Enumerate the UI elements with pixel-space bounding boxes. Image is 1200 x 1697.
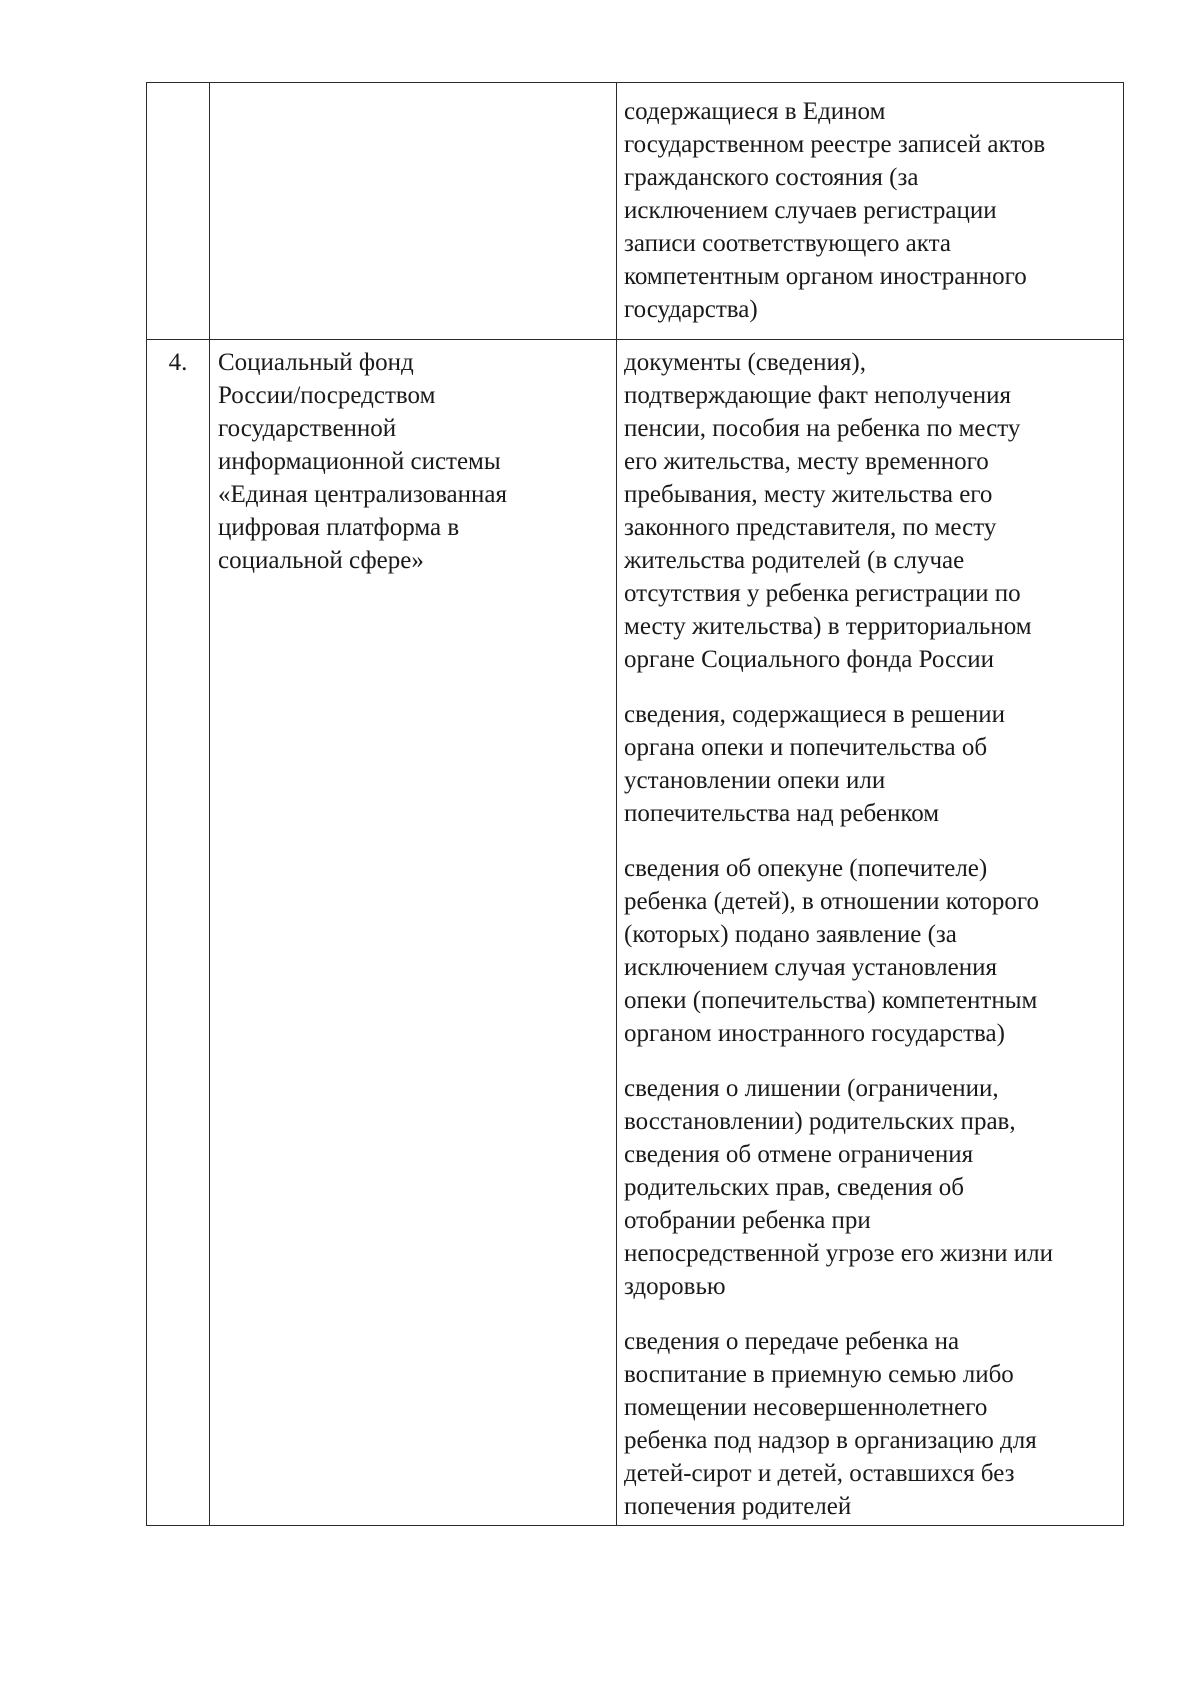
table-row <box>147 340 1124 1526</box>
row-number-cell: 4. <box>147 340 210 1526</box>
organization-text <box>210 83 616 89</box>
document-item: сведения, содержащиеся в решении органа опеки и попечительства об установлении опеки или попечительства над ребенком <box>624 701 1005 827</box>
documents-table <box>146 82 1124 1526</box>
document-item: сведения о передаче ребенка на воспитание в приемную семью либо помещении несовершеннолетнего ребенка под надзор в организацию для детей-сирот и детей, оставшихся без попечения родителей <box>624 1328 1037 1520</box>
document-item: содержащиеся в Едином государственном реестре записей актов гражданского состояния (за исключением случаев регистрации записи соответствующего акта компетентным органом иностранного государства) <box>624 98 1046 323</box>
row-number-cell <box>147 83 210 340</box>
organization-cell <box>210 340 617 1526</box>
table-row <box>147 83 1124 340</box>
document-item: документы (сведения), подтверждающие факт неполучения пенсии, пособия на ребенка по месту его жительства, месту временного пребывания, месту жительства его законного представителя, по месту жительства родителей (в случае отсутствия у ребенка регистрации по месту жительства) в территориальном органе Социального фонда России <box>624 349 1032 673</box>
organization-cell <box>210 83 617 340</box>
document-item: сведения о лишении (ограничении, восстановлении) родительских прав, сведения об отмене ограничения родительских прав, сведения об отобрании ребенка при непосредственной угрозе его жизни или здоровью <box>624 1075 1053 1300</box>
documents-cell <box>617 340 1124 1526</box>
documents-cell <box>617 83 1124 340</box>
organization-text: Социальный фонд России/посредством государственной информационной системы «Единая централизованная цифровая платформа в социальной сфере» <box>218 349 508 574</box>
document-item: сведения об опекуне (попечителе) ребенка (детей), в отношении которого (которых) подано заявление (за исключением случая установления опеки (попечительства) компетентным органом иностранного государства) <box>624 855 1039 1047</box>
